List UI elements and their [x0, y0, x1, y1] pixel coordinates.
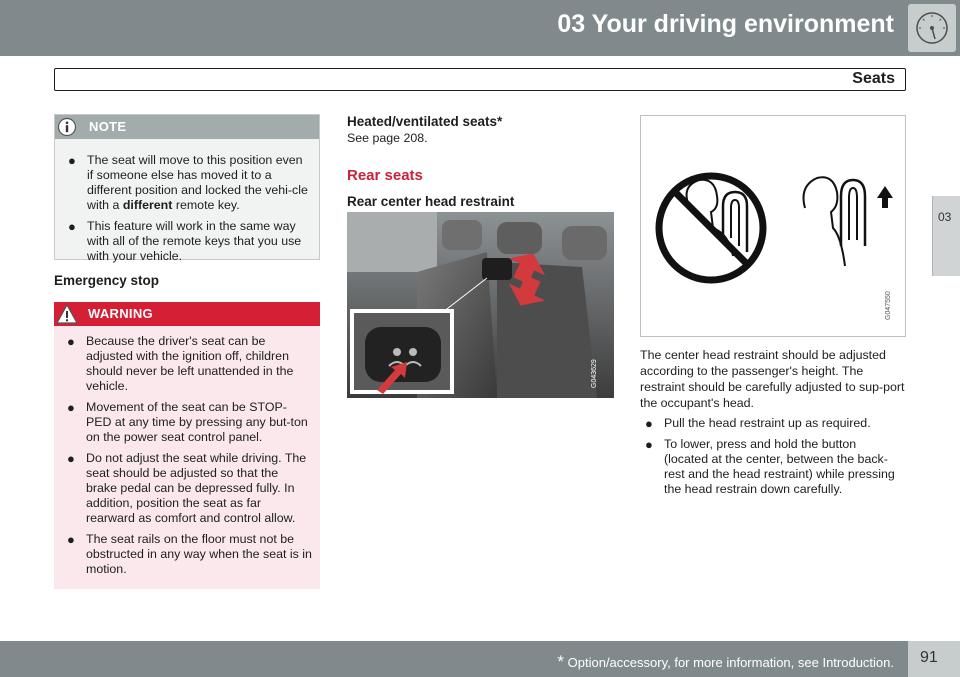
rear-seats-heading: Rear seats [347, 167, 423, 184]
head-restraint-illustration [640, 115, 906, 337]
bullet-dot: ● [68, 153, 76, 168]
list-item: ● This feature will work in the same way with all of the remote keys that you use with your vehicle. [68, 219, 302, 263]
side-tab-label: 03 [938, 210, 952, 224]
page-number-box [908, 641, 960, 677]
warning-title: WARNING [88, 306, 153, 321]
rear-seat-image [347, 212, 614, 398]
rear-head-restraint-heading: Rear center head restraint [347, 194, 515, 209]
illustration-code: G047550 [885, 291, 892, 320]
footnote-asterisk: * [557, 652, 565, 671]
list-item: ● Pull the head restraint up as required. [645, 416, 871, 431]
rear-seat-photo [347, 212, 614, 398]
gauge-icon [908, 4, 956, 52]
list-item: ● To lower, press and hold the button (located at the center, between the back-rest and the head restraint) while pressing the head restrain down carefully. [645, 437, 895, 496]
section-bar [54, 68, 906, 91]
warning-list [54, 334, 320, 577]
note-title: NOTE [89, 119, 127, 134]
note-list [55, 153, 319, 264]
note-header [55, 115, 319, 139]
heated-seats-heading: Heated/ventilated seats* [347, 114, 503, 129]
section-title: Seats [852, 70, 895, 87]
warning-box [54, 302, 320, 589]
warning-triangle-icon [55, 303, 79, 325]
emergency-stop-heading: Emergency stop [54, 273, 160, 288]
list-item: ● Because the driver's seat can be adjusted with the ignition off, children should never be left unattended in the vehicle. [67, 334, 294, 393]
list-item: ● The seat rails on the floor must not be obstructed in any way when the seat is in motion. [67, 532, 312, 576]
footnote [557, 652, 894, 672]
info-icon [57, 117, 77, 137]
footnote-text: Option/accessory, for more information, see Introduction. [564, 655, 894, 670]
bottom-footer-bar [0, 641, 960, 677]
head-restraint-diagram [641, 116, 905, 336]
adjustment-list [632, 416, 910, 503]
list-item: ● Movement of the seat can be STOP-PED at any time by pressing any but-ton on the power seat control panel. [67, 400, 308, 444]
chapter-title: 03 Your driving environment [557, 10, 894, 38]
chapter-side-tab [932, 196, 960, 276]
warning-header [54, 302, 320, 326]
heated-seats-reference: See page 208. [347, 131, 428, 145]
note-box [54, 114, 320, 263]
page-number: 91 [920, 649, 938, 666]
bullet-dot: ● [68, 219, 76, 234]
list-item: ● Do not adjust the seat while driving. The seat should be adjusted so that the brake pedal can be depressed fully. In addition, position the seat as far rearward as comfort and control allow. [67, 451, 307, 525]
body-paragraph: The center head restraint should be adjusted according to the passenger's height. The restraint should be carefully adjusted to sup-port the occupant's head. [640, 348, 905, 410]
top-header-bar [0, 0, 960, 56]
photo-code: G043629 [591, 359, 598, 388]
list-item: ● The seat will move to this position even if someone else has moved it to a different position and locked the vehi-cle with a different remote key. [68, 153, 308, 212]
